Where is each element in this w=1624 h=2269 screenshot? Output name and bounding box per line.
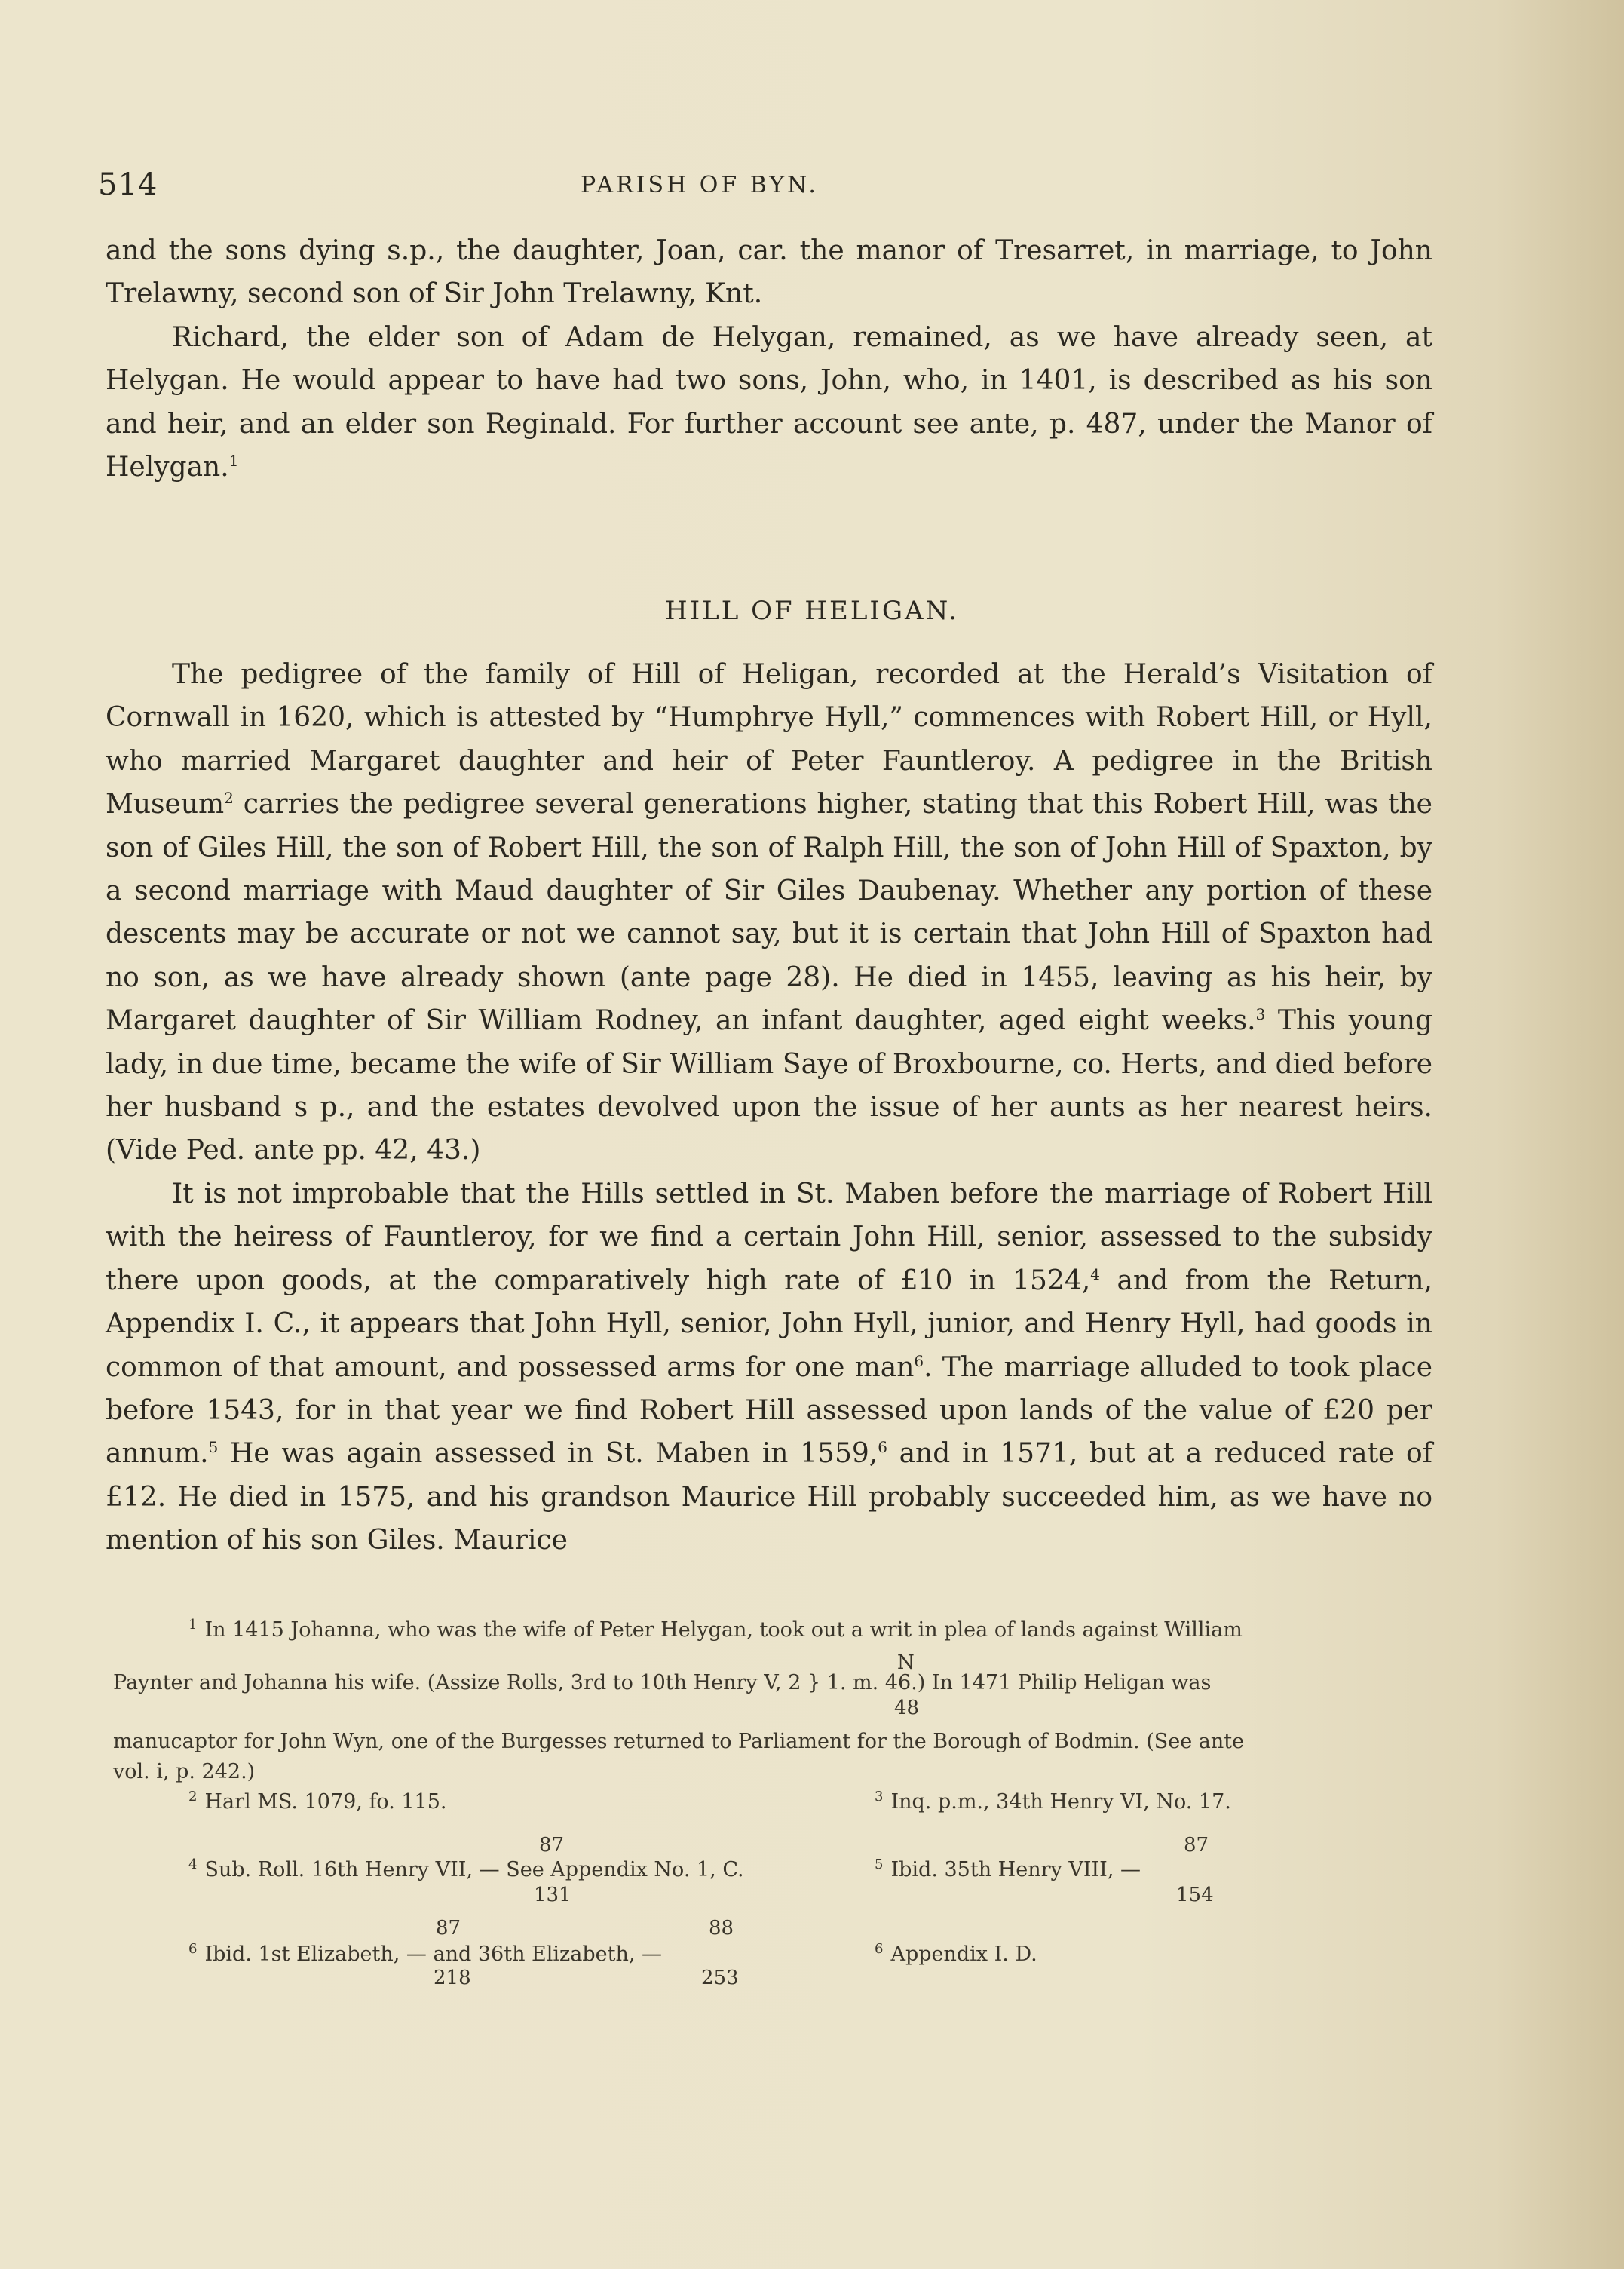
footnote-1-text-1: In 1415 Johanna, who was the wife of Peter Helygan, took out a writ in plea of lands against William: [204, 1618, 1243, 1642]
footnote-4-mark: 4: [188, 1857, 198, 1872]
p4-text-a: It is not improbable that the Hills settled in St. Maben before the marriage of Robert Hill with the heiress of Fauntleroy, for we find a certain John Hill, senior, assessed to the subsidy there upon goods, at the comparatively high rate of £10 in 1524,: [106, 1178, 1432, 1296]
page-number: 514: [98, 167, 158, 202]
footnote-ref-6b: 6: [878, 1438, 887, 1457]
paragraph-2-text: Richard, the elder son of Adam de Helygan, remained, as we have already seen, at Helygan. He would appear to have had two sons, John, who, in 1401, is described as his son and heir, and an elder son Reginald. For further account see ante, p. 487, under the Manor of Helygan.: [106, 321, 1432, 483]
footnote-5-text: Ibid. 35th Henry VIII, —: [890, 1858, 1141, 1881]
running-title: PARISH OF BYN.: [581, 172, 819, 198]
footnote-6-text: Ibid. 1st Elizabeth, — and 36th Elizabeth, —: [204, 1942, 663, 1966]
footnote-4-text: Sub. Roll. 16th Henry VII, — See Appendix No. 1, C.: [204, 1858, 744, 1881]
footnote-1-fraction-top: N: [897, 1651, 915, 1674]
footnote-3-mark: 3: [875, 1789, 884, 1804]
footnote-ref-3: 3: [1255, 1005, 1266, 1024]
footnote-6-appendix: [875, 1941, 1037, 1966]
p4-text-b: and from the Return, Appendix I. C., it appears that John Hyll, senior, John Hyll, junior, and Henry Hyll, had goods in common of that amount, and possessed arms for one man: [106, 1265, 1433, 1383]
footnote-ref-5: 5: [208, 1438, 219, 1457]
footnote-1-line-1: [188, 1617, 1243, 1642]
section-text: [106, 653, 1432, 1562]
footnote-3: [875, 1789, 1231, 1814]
footnote-1-text-2a: Paynter and Johanna his wife. (Assize Rolls, 3rd to 10th Henry V, 2: [113, 1671, 801, 1694]
footnote-ref-6a: 6: [914, 1351, 924, 1370]
p4-text-e: and in 1571, but at a reduced rate of £12. He died in 1575, and his grandson Maurice Hill probably succeeded him, as we have no mention of his son Giles. Maurice: [106, 1438, 1432, 1556]
footnote-2: [188, 1789, 447, 1814]
p3-text-c: This young lady, in due time, became the wife of Sir William Saye of Broxbourne, co. Herts, and died before her husband s p., and the estates devolved upon the issue of her aunts as her nearest heirs. (Vide Ped. ante pp. 42, 43.): [106, 1005, 1433, 1167]
footnote-ref-4: 4: [1090, 1265, 1100, 1283]
paragraph-4: [106, 1173, 1432, 1562]
footnote-6b-mark: 6: [875, 1941, 884, 1957]
paragraph-1: and the sons dying s.p., the daughter, Joan, car. the manor of Tresarret, in marriage, to John Trelawny, second son of Sir John Trelawny, Knt.: [106, 235, 1432, 310]
paragraph-2: [106, 316, 1432, 489]
p3-text-a: The pedigree of the family of Hill of Heligan, recorded at the Herald’s Visitation of Cornwall in 1620, which is attested by “Humphrye Hyll,” commences with Robert Hill, or Hyll, who married Margaret daughter and heir of Peter Fauntleroy. A pedigree in the British Museum: [106, 659, 1432, 820]
footnote-6b-text: Appendix I. D.: [890, 1942, 1037, 1966]
paragraph-3: [106, 653, 1432, 1173]
p3-text-b: carries the pedigree several generations higher, stating that this Robert Hill, was the son of Giles Hill, the son of Robert Hill, the son of Ralph Hill, the son of John Hill of Spaxton, by a second marriage with Maud daughter of Sir Giles Daubenay. Whether any portion of these descents may be accurate or not we cannot say, but it is certain that John Hill of Spaxton had no son, as we have already shown (ante page 28). He died in 1455, leaving as his heir, by Margaret daughter of Sir William Rodney, an infant daughter, aged eight weeks.: [106, 789, 1432, 1037]
footnote-5-fraction-top: 87: [1184, 1834, 1209, 1857]
footnote-6-mark: 6: [188, 1941, 198, 1957]
footnote-1-text-2b: 1. m. 46.) In 1471 Philip Heligan was: [826, 1671, 1212, 1694]
footnote-6: [188, 1941, 662, 1966]
footnote-6-fraction-2-bottom: 253: [701, 1967, 739, 1989]
footnote-6-fraction-2-top: 88: [709, 1917, 734, 1939]
footnote-4-fraction-bottom: 131: [534, 1884, 571, 1906]
footnote-1-mark: 1: [188, 1617, 198, 1633]
p4-text-d: He was again assessed in St. Maben in 1559,: [218, 1438, 878, 1470]
footnote-4-fraction-top: 87: [539, 1834, 565, 1857]
running-head: [98, 167, 973, 205]
p4-text-c: . The marriage alluded to took place before 1543, for in that year we find Robert Hill assessed upon lands of the value of £20 per annum.: [106, 1351, 1432, 1470]
intro-text: [106, 229, 1432, 489]
footnote-1-line-2: Paynter and Johanna his wife. (Assize Rolls, 3rd to 10th Henry V, 2 } 1. m. 46.) In 1471 Philip Heligan was: [113, 1671, 1212, 1694]
footnote-2-text: Harl MS. 1079, fo. 115.: [204, 1790, 447, 1814]
footnote-1-fraction-bottom: 48: [894, 1697, 920, 1719]
footnote-3-text: Inq. p.m., 34th Henry VI, No. 17.: [890, 1790, 1231, 1814]
footnote-1-line-4: vol. i, p. 242.): [113, 1760, 256, 1783]
footnote-5-fraction-bottom: 154: [1176, 1884, 1214, 1906]
footnote-5: [875, 1857, 1141, 1881]
footnote-2-mark: 2: [188, 1789, 198, 1804]
footnote-6-fraction-1-bottom: 218: [434, 1967, 471, 1989]
footnote-5-mark: 5: [875, 1857, 884, 1872]
footnote-ref-1: 1: [228, 452, 239, 471]
footnote-6-fraction-1-top: 87: [436, 1917, 461, 1939]
footnote-1-line-3: manucaptor for John Wyn, one of the Burgesses returned to Parliament for the Borough of Bodmin. (See ante: [113, 1730, 1245, 1753]
footnote-ref-2: 2: [224, 789, 234, 808]
section-heading: HILL OF HELIGAN.: [665, 596, 959, 626]
footnote-4: [188, 1857, 744, 1881]
